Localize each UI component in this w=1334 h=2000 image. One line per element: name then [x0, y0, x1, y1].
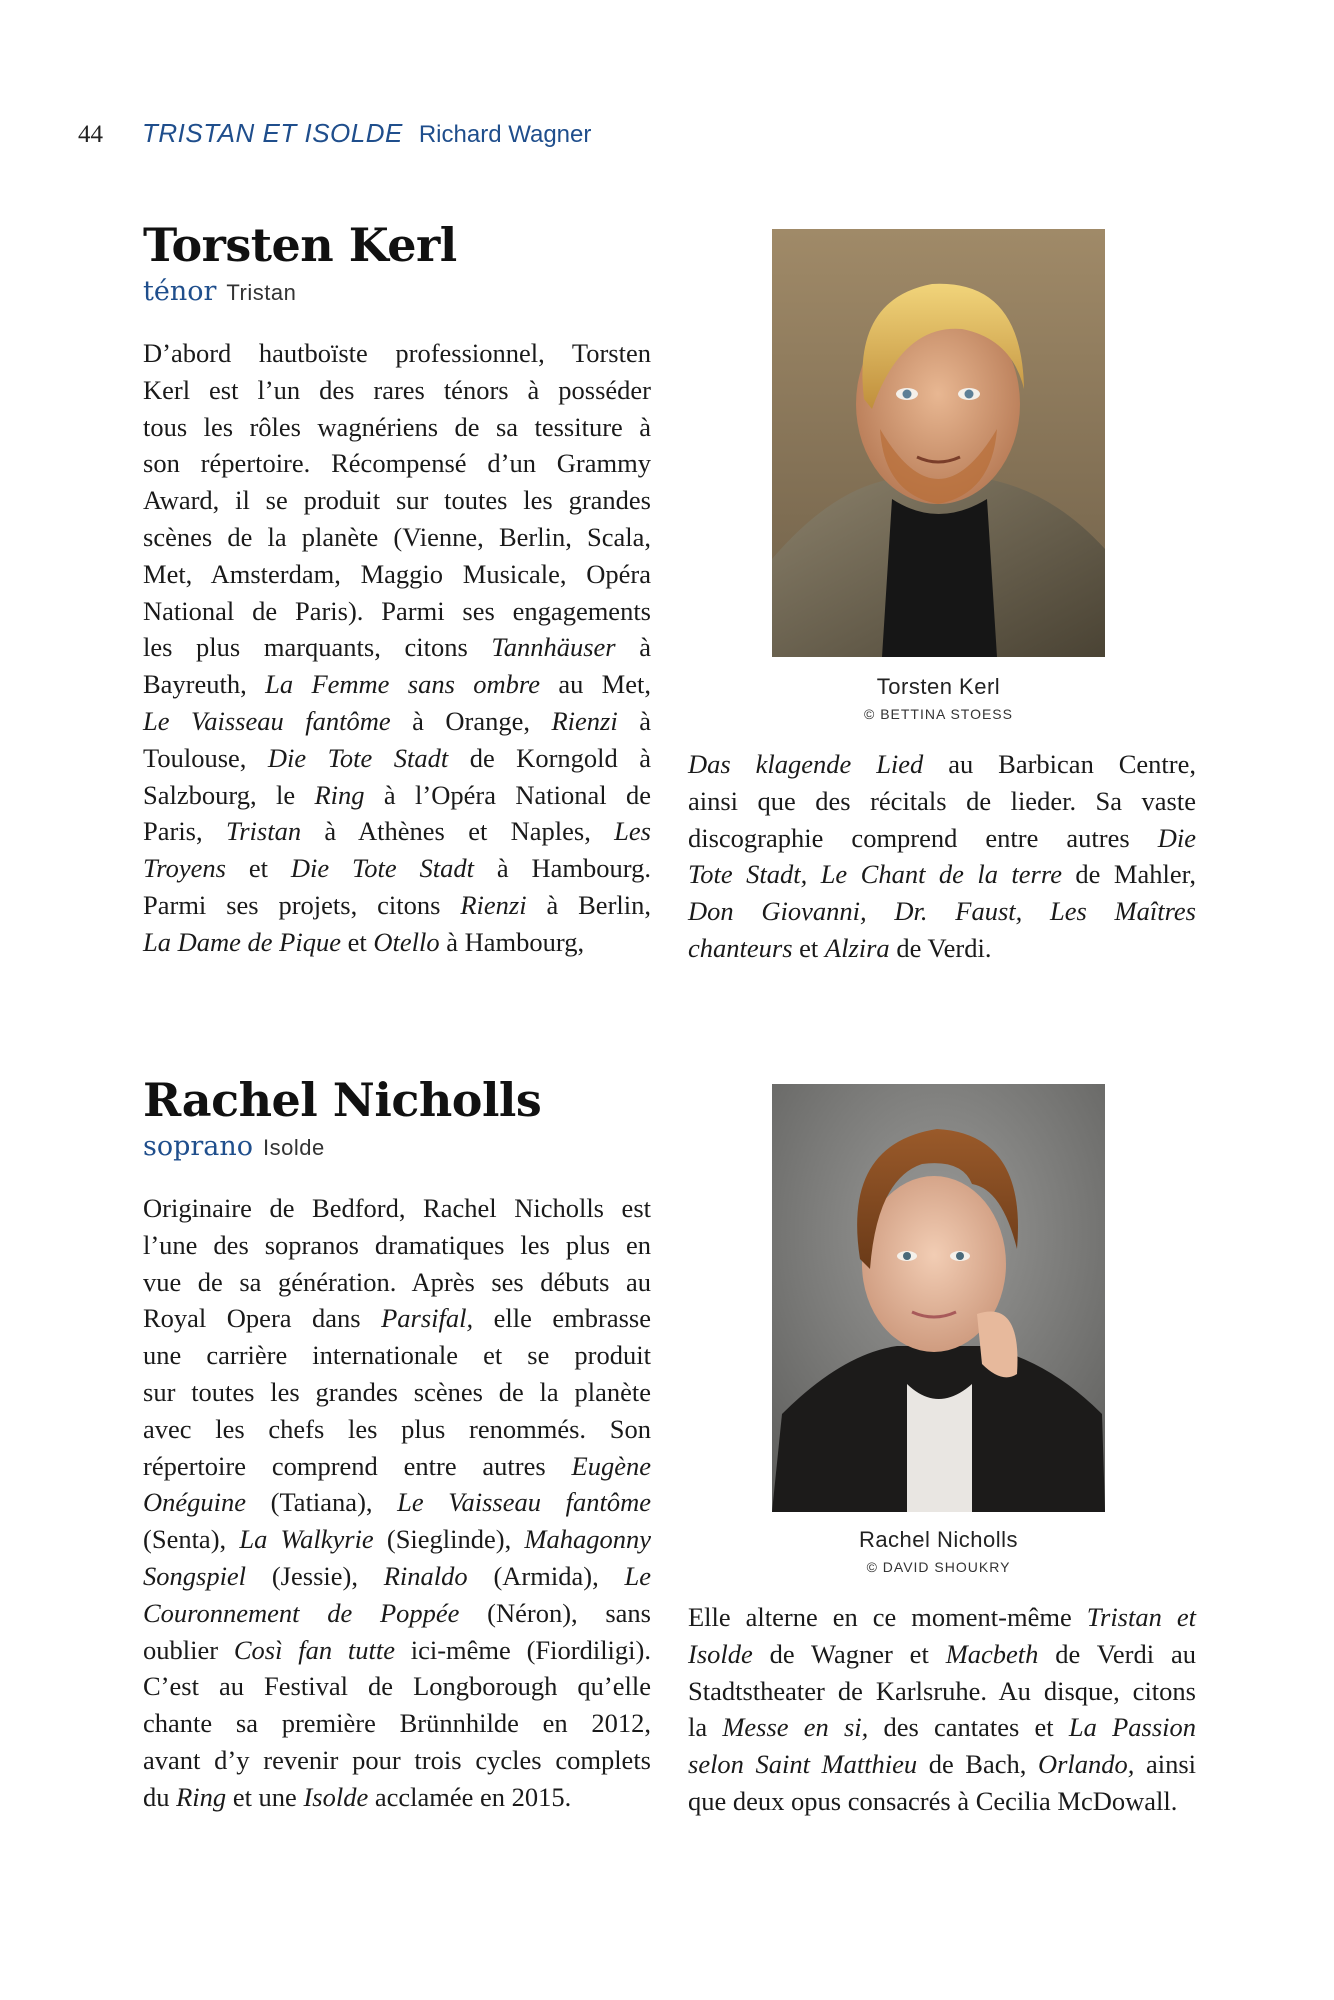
running-head — [78, 118, 591, 149]
bio-line: vue de sa génération. Après ses débuts au — [143, 1266, 651, 1297]
bio-line: discographie comprend entre autres Die — [688, 822, 1196, 853]
bio-line: National de Paris). Parmi ses engagements — [143, 595, 651, 626]
bio-line: ainsi que des récitals de lieder. Sa vaste — [688, 785, 1196, 816]
bio-line: répertoire comprend entre autres Eugène — [143, 1450, 651, 1481]
bio-line: Kerl est l’un des rares ténors à posséder — [143, 374, 651, 405]
page-number: 44 — [78, 121, 103, 148]
role-name: Tristan — [226, 280, 297, 305]
bio-line: Onéguine (Tatiana), Le Vaisseau fantôme — [143, 1487, 651, 1518]
bio-line: la Messe en si, des cantates et La Passion — [688, 1712, 1196, 1743]
bio-line: Couronnement de Poppée (Néron), sans — [143, 1597, 651, 1628]
bio-line: Parmi ses projets, citons Rienzi à Berlin, — [143, 889, 651, 920]
bio-line: du Ring et une Isolde acclamée en 2015. — [143, 1781, 572, 1812]
artist-photo — [772, 229, 1105, 657]
portrait-image — [772, 229, 1105, 657]
bio-line: Met, Amsterdam, Maggio Musicale, Opéra — [143, 558, 651, 589]
bio-line: La Dame de Pique et Otello à Hambourg, — [143, 926, 585, 957]
work-title: TRISTAN ET ISOLDE — [142, 118, 403, 148]
bio-left-column — [143, 335, 651, 961]
bio-line: Songspiel (Jessie), Rinaldo (Armida), Le — [143, 1560, 651, 1591]
bio-line: chanteurs et Alzira de Verdi. — [688, 932, 992, 963]
bio-line: chante sa première Brünnhilde en 2012, — [143, 1708, 651, 1739]
bio-right-column — [688, 746, 1196, 967]
photo-caption: Rachel Nicholls — [858, 1527, 1019, 1552]
bio-line: son répertoire. Récompensé d’un Grammy — [143, 448, 651, 479]
bio-line: Originaire de Bedford, Rachel Nicholls est — [143, 1193, 651, 1223]
role-name: Isolde — [263, 1135, 325, 1160]
artist-name: Torsten Kerl — [143, 218, 457, 272]
voice-type: ténor — [143, 276, 217, 307]
bio-line: l’une des sopranos dramatiques les plus en — [143, 1229, 651, 1260]
bio-line: les plus marquants, citons Tannhäuser à — [143, 632, 651, 663]
bio-line: scènes de la planète (Vienne, Berlin, Scala, — [143, 521, 651, 552]
artist-photo — [772, 1084, 1105, 1512]
voice-type: soprano — [143, 1131, 254, 1162]
photo-credit: © BETTINA STOESS — [864, 706, 1013, 722]
bio-line: C’est au Festival de Longborough qu’elle — [143, 1671, 651, 1702]
bio-right-column — [688, 1599, 1196, 1820]
bio-line: D’abord hautboïste professionnel, Torsten — [143, 338, 651, 368]
photo-credit: © DAVID SHOUKRY — [866, 1559, 1011, 1575]
bio-line: Troyens et Die Tote Stadt à Hambourg. — [143, 853, 651, 884]
bio-line: avant d’y revenir pour trois cycles complets — [143, 1744, 651, 1775]
bio-line: Das klagende Lied au Barbican Centre, — [688, 749, 1196, 779]
bio-line: Elle alterne en ce moment-même Tristan et — [688, 1602, 1196, 1632]
portrait-image — [772, 1084, 1105, 1512]
bio-line: Isolde de Wagner et Macbeth de Verdi au — [688, 1638, 1196, 1669]
bio-line: tous les rôles wagnériens de sa tessiture à — [143, 411, 651, 442]
bio-line: Tote Stadt, Le Chant de la terre de Mahler, — [688, 859, 1196, 890]
photo-caption: Torsten Kerl — [876, 674, 1001, 699]
bio-line: (Senta), La Walkyrie (Sieglinde), Mahagonny — [143, 1524, 651, 1555]
bio-line: Toulouse, Die Tote Stadt de Korngold à — [143, 742, 651, 773]
artist-name: Rachel Nicholls — [143, 1073, 542, 1127]
bio-line: Salzbourg, le Ring à l’Opéra National de — [143, 779, 651, 810]
bio-line: selon Saint Matthieu de Bach, Orlando, ainsi — [688, 1749, 1196, 1780]
bio-line: une carrière internationale et se produit — [143, 1340, 651, 1371]
bio-line: Award, il se produit sur toutes les grandes — [143, 485, 651, 516]
bio-line: avec les chefs les plus renommés. Son — [143, 1413, 651, 1444]
bio-line: Bayreuth, La Femme sans ombre au Met, — [143, 669, 651, 700]
bio-line: Le Vaisseau fantôme à Orange, Rienzi à — [143, 705, 652, 736]
bio-left-column — [143, 1190, 651, 1816]
voice-line — [143, 1133, 325, 1160]
bio-line: Royal Opera dans Parsifal, elle embrasse — [143, 1303, 651, 1334]
bio-line: Paris, Tristan à Athènes et Naples, Les — [143, 816, 651, 847]
bio-line: oublier Così fan tutte ici-même (Fiordiligi). — [143, 1634, 651, 1665]
voice-line — [143, 278, 296, 305]
bio-line: que deux opus consacrés à Cecilia McDowall. — [688, 1785, 1178, 1816]
bio-line: sur toutes les grandes scènes de la planète — [143, 1376, 651, 1407]
composer-name: Richard Wagner — [418, 121, 592, 148]
bio-line: Stadtstheater de Karlsruhe. Au disque, citons — [688, 1675, 1196, 1706]
bio-line: Don Giovanni, Dr. Faust, Les Maîtres — [688, 896, 1196, 927]
